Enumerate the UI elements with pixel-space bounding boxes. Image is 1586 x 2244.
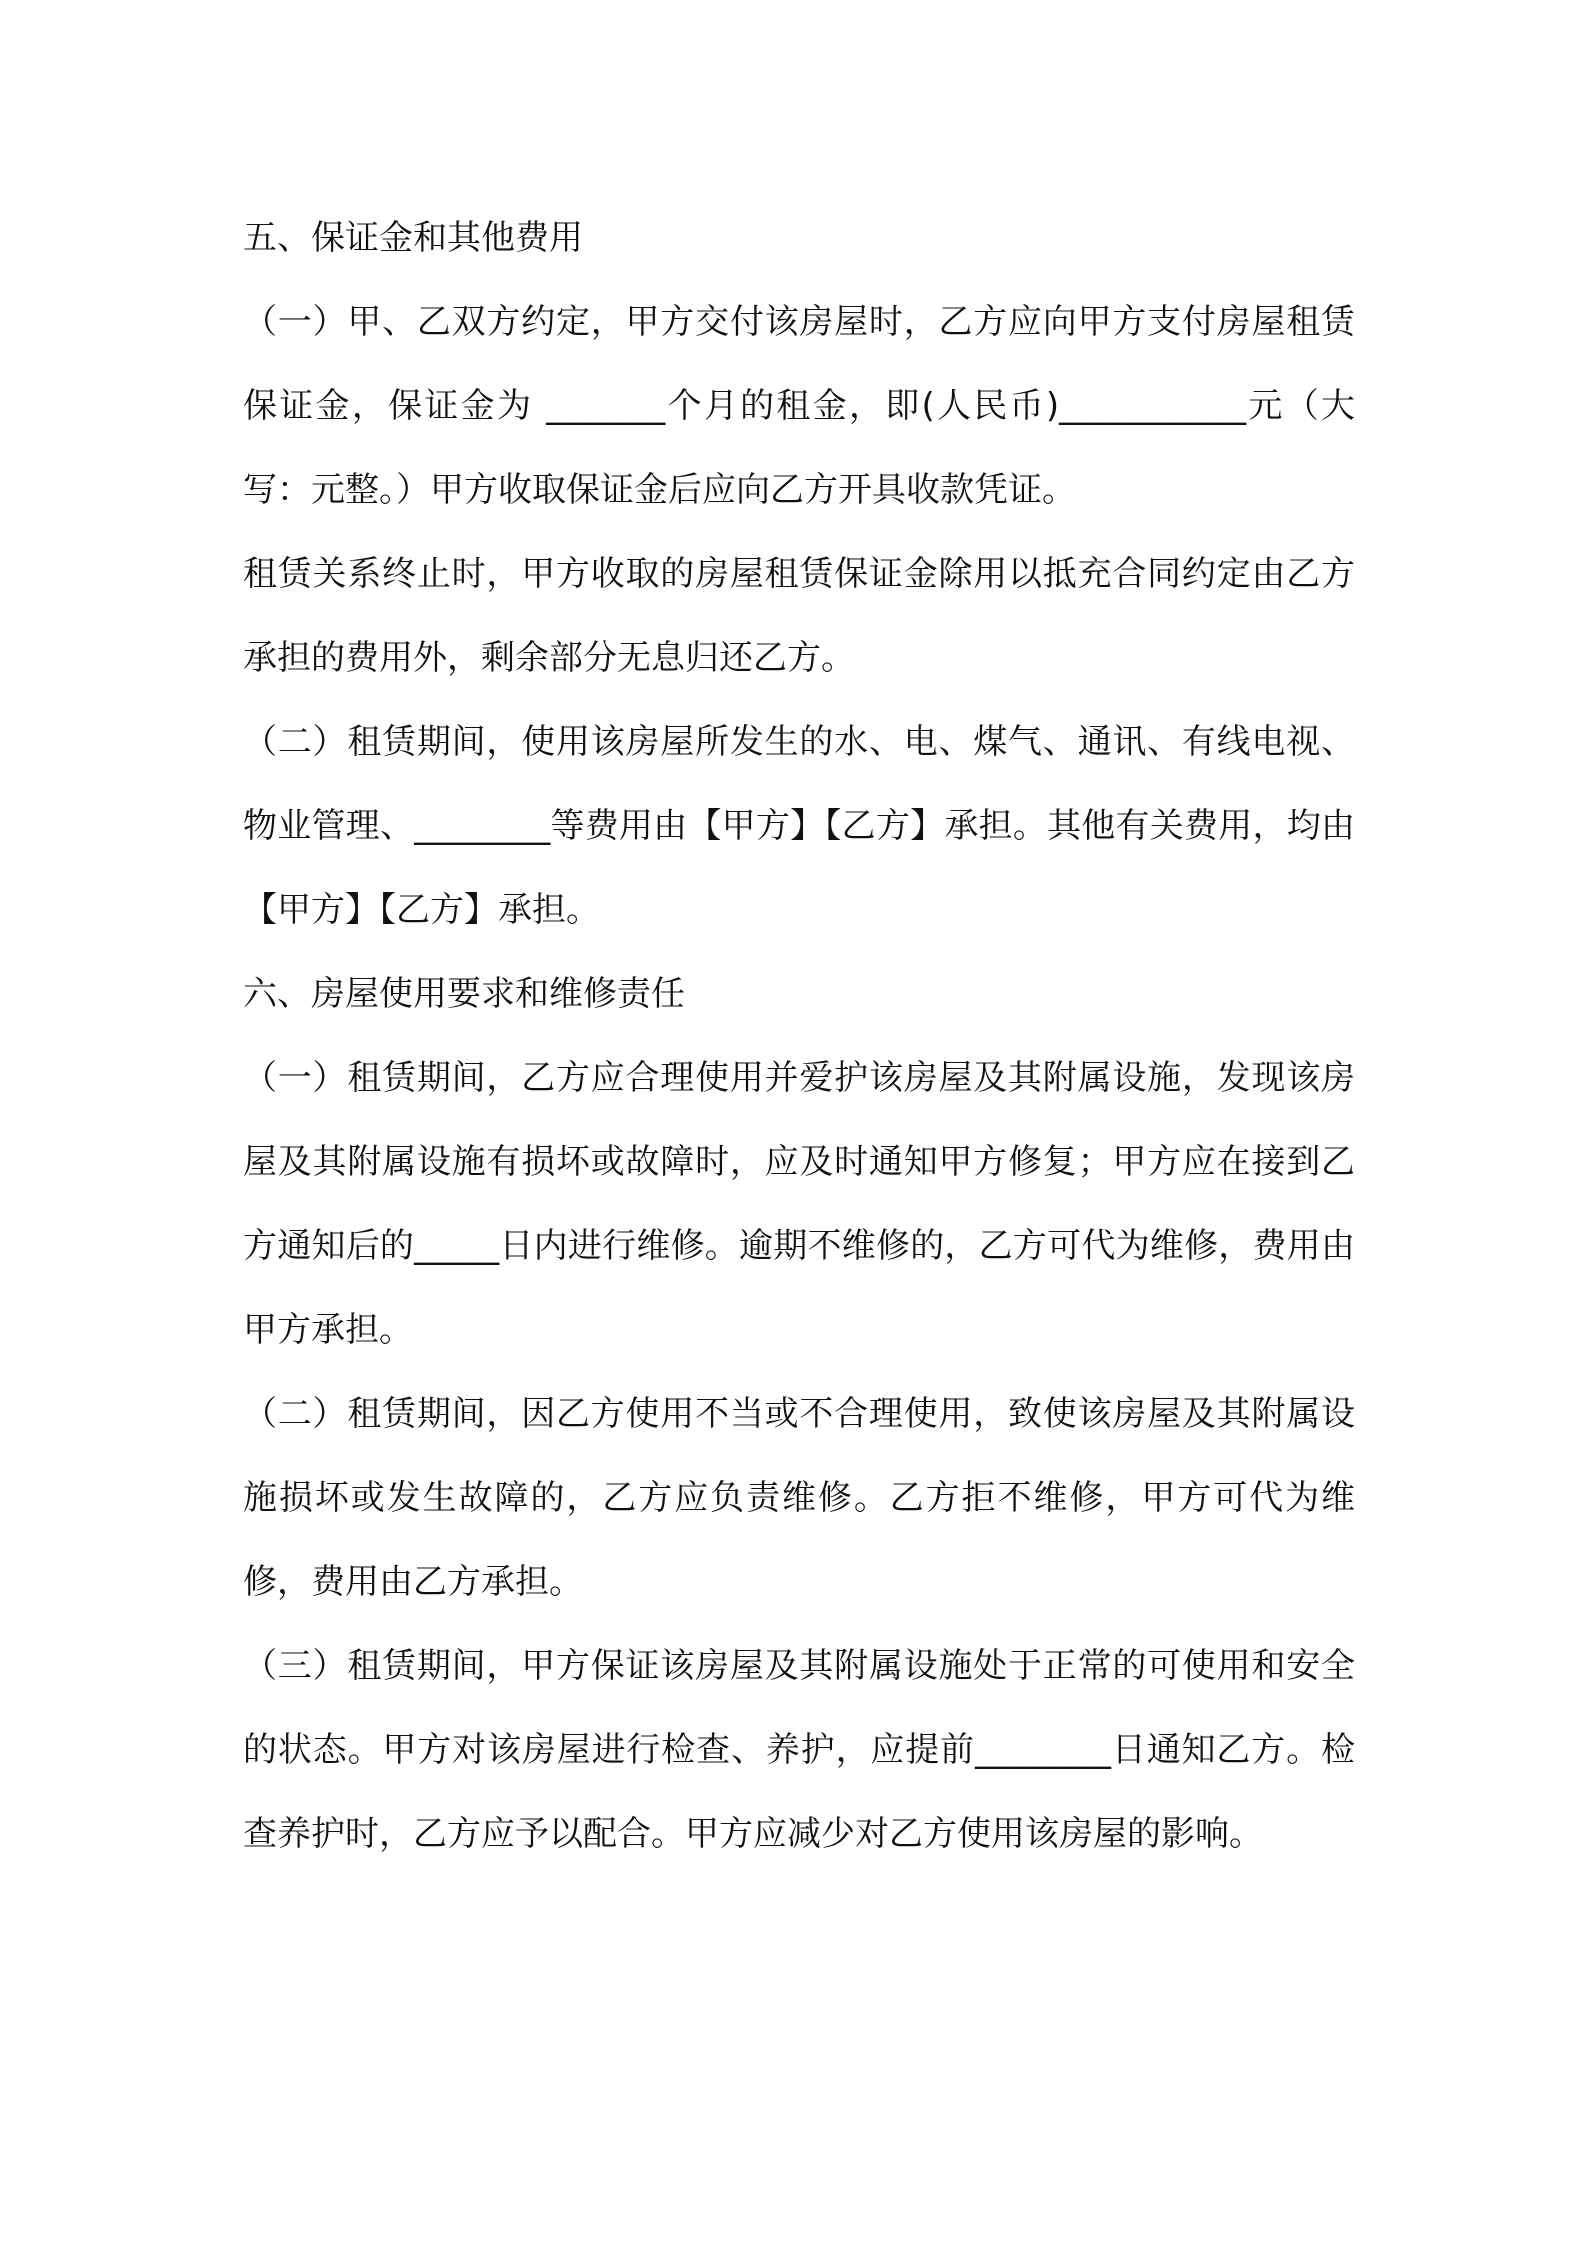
clause-deposit-return: 租赁关系终止时，甲方收取的房屋租赁保证金除用以抵充合同约定由乙方承担的费用外，剩余部分无息归还乙方。 (243, 554, 1355, 678)
clause-tenant-care: （一）租赁期间，乙方应合理使用并爱护该房屋及其附属设施，发现该房屋及其附属设施有损坏或故障时，应及时通知甲方修复；甲方应在接到乙方通知后的_____日内进行维修。逾期不维修的，乙方可代为维修，费用由甲方承担。 (243, 1058, 1355, 1350)
section-heading-deposit: 五、保证金和其他费用 (243, 218, 583, 258)
section-heading-maintenance: 六、房屋使用要求和维修责任 (243, 974, 685, 1014)
clause-landlord-inspection: （三）租赁期间，甲方保证该房屋及其附属设施处于正常的可使用和安全的状态。甲方对该房屋进行检查、养护，应提前________日通知乙方。检查养护时，乙方应予以配合。甲方应减少对乙方使用该房屋的影响。 (243, 1646, 1355, 1854)
clause-deposit-payment: （一）甲、乙双方约定，甲方交付该房屋时，乙方应向甲方支付房屋租赁保证金，保证金为 _______个月的租金，即(人民币)___________元（大写：元整。）甲方收取保证金后应向乙方开具收款凭证。 (243, 302, 1355, 510)
document-body (243, 196, 1355, 1876)
clause-tenant-repair: （二）租赁期间，因乙方使用不当或不合理使用，致使该房屋及其附属设施损坏或发生故障的，乙方应负责维修。乙方拒不维修，甲方可代为维修，费用由乙方承担。 (243, 1394, 1355, 1602)
clause-other-fees: （二）租赁期间，使用该房屋所发生的水、电、煤气、通讯、有线电视、物业管理、________等费用由【甲方】【乙方】承担。其他有关费用，均由【甲方】【乙方】承担。 (243, 722, 1355, 930)
